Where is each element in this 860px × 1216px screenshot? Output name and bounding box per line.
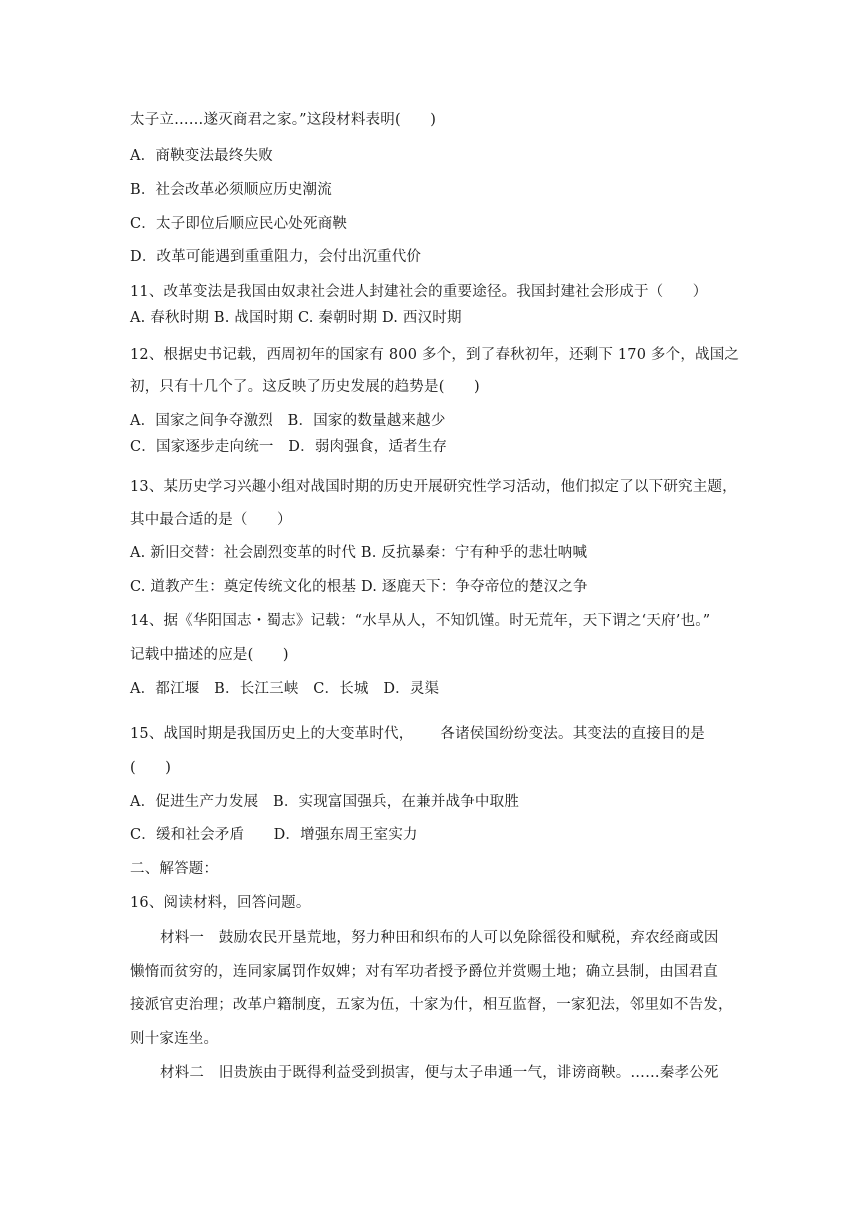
material-1-line-3: 接派官吏治理；改革户籍制度，五家为伍，十家为什，相互监督，一家犯法，邻里如不告发， [130, 997, 733, 1013]
q10-option-b: B．社会改革必须顺应历史潮流 [130, 182, 332, 198]
question-14-stem: 14、据《华阳国志・蜀志》记载：“水旱从人，不知饥馑。时无荒年，天下谓之‘天府’也。” [130, 613, 711, 629]
q15-options-cd: C．缓和社会矛盾 D．增强东周王室实力 [130, 827, 418, 843]
q14-options: A．都江堰 B．长江三峡 C．长城 D．灵渠 [130, 681, 440, 697]
q10-option-d: D．改革可能遇到重重阻力，会付出沉重代价 [130, 249, 422, 265]
question-13-stem-continued: 其中最合适的是（ ） [130, 512, 292, 528]
question-14-stem-continued: 记载中描述的应是( ) [130, 647, 289, 663]
question-11-stem: 11、改革变法是我国由奴隶社会进人封建社会的重要途径。我国封建社会形成于（ ） [130, 284, 708, 300]
question-16-stem: 16、阅读材料，回答问题。 [130, 895, 311, 911]
q15-options-ab: A．促进生产力发展 B．实现富国强兵，在兼并战争中取胜 [130, 794, 520, 810]
question-12-stem-continued: 初，只有十几个了。这反映了历史发展的趋势是( ) [130, 379, 480, 395]
q10-option-c: C．太子即位后顺应民心处死商鞅 [130, 216, 348, 232]
q11-options: A. 春秋时期 B. 战国时期 C. 秦朝时期 D. 西汉时期 [130, 310, 462, 326]
material-1-line-1: 材料一 鼓励农民开垦荒地，努力种田和织布的人可以免除徭役和赋税，弃农经商或因 [160, 930, 719, 946]
question-15-stem-continued: ( ) [130, 760, 172, 776]
q13-options-ab: A. 新旧交替：社会剧烈变革的时代 B. 反抗暴秦：宁有种乎的悲壮呐喊 [130, 545, 588, 561]
section-heading-answer: 二、解答题： [130, 861, 219, 877]
q12-options-cd: C．国家逐步走向统一 D．弱肉强食，适者生存 [130, 439, 448, 455]
q12-options-ab: A．国家之间争夺激烈 B．国家的数量越来越少 [130, 413, 446, 429]
q10-option-a: A．商鞅变法最终失败 [130, 148, 273, 164]
q13-options-cd: C. 道教产生：奠定传统文化的根基 D. 逐鹿天下：争夺帝位的楚汉之争 [130, 579, 588, 595]
material-1-line-4: 则十家连坐。 [130, 1031, 219, 1047]
question-10-stem-tail: 太子立……遂灭商君之家。”这段材料表明( ) [130, 112, 437, 128]
question-13-stem: 13、某历史学习兴趣小组对战国时期的历史开展研究性学习活动，他们拟定了以下研究主题， [130, 479, 737, 495]
question-12-stem: 12、根据史书记载，西周初年的国家有 800 多个，到了春秋初年，还剩下 170 多个，战国之 [130, 347, 740, 363]
question-15-stem: 15、战国时期是我国历史上的大变革时代， 各诸侯国纷纷变法。其变法的直接目的是 [130, 726, 706, 742]
material-2-line-1: 材料二 旧贵族由于既得利益受到损害，便与太子串通一气，诽谤商鞅。……秦孝公死 [160, 1065, 719, 1081]
material-1-line-2: 懒惰而贫穷的，连同家属罚作奴婢；对有军功者授予爵位并赏赐土地；确立县制，由国君直 [130, 964, 718, 980]
